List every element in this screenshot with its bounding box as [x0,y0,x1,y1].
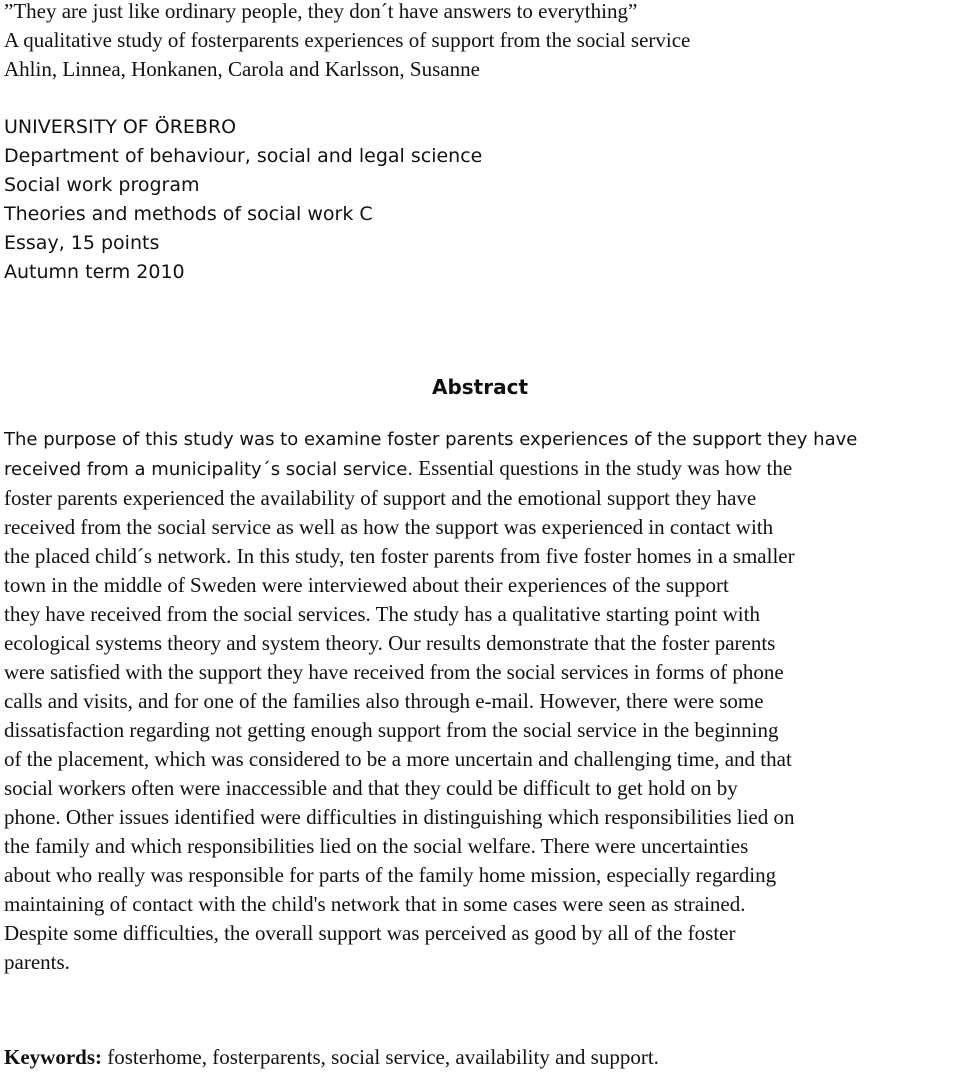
essay-credits: Essay, 15 points [4,232,160,254]
abstract-heading: Abstract [431,375,529,399]
abstract-line: ecological systems theory and system theory. Our results demonstrate that the foster parents [4,631,776,655]
abstract-line: dissatisfaction regarding not getting enough support from the social service in the beginning [4,718,779,742]
abstract-line: The purpose of this study was to examine foster parents experiences of the support they have [4,429,858,450]
abstract-line: the family and which responsibilities lied on the social welfare. There were uncertainties [4,834,749,858]
abstract-body [4,425,955,977]
university-name: UNIVERSITY OF ÖREBRO [4,116,237,138]
abstract-line [4,454,955,484]
institution-block [4,113,954,287]
term: Autumn term 2010 [4,261,185,283]
program-name: Social work program [4,174,200,196]
abstract-line: the placed child´s network. In this study, ten foster parents from five foster homes in a smaller [4,544,795,568]
keywords-label: Keywords: [4,1045,102,1069]
abstract-line: social workers often were inaccessible and that they could be difficult to get hold on by [4,776,738,800]
course-name: Theories and methods of social work C [4,203,373,225]
abstract-line-serif-part: Essential questions in the study was how the [413,456,793,480]
abstract-line: maintaining of contact with the child's network that in some cases were seen as strained. [4,892,746,916]
authors: Ahlin, Linnea, Honkanen, Carola and Karlsson, Susanne [4,57,480,81]
abstract-line: foster parents experienced the availability of support and the emotional support they have [4,486,757,510]
abstract-line-sans-part: received from a municipality´s social service. [4,459,414,480]
abstract-line: they have received from the social services. The study has a qualitative starting point with [4,602,760,626]
abstract-line: calls and visits, and for one of the families also through e-mail. However, there were some [4,689,764,713]
abstract-line: of the placement, which was considered to be a more uncertain and challenging time, and that [4,747,792,771]
abstract-line: received from the social service as well as how the support was experienced in contact with [4,515,774,539]
title-line-1: ”They are just like ordinary people, they don´t have answers to everything” [4,0,638,23]
abstract-line: about who really was responsible for parts of the family home mission, especially regarding [4,863,777,887]
title-block [4,0,954,84]
abstract-line: Despite some difficulties, the overall support was perceived as good by all of the foster [4,921,736,945]
keywords [4,1043,954,1072]
abstract-line: town in the middle of Sweden were interviewed about their experiences of the support [4,573,729,597]
abstract-line: parents. [4,950,70,974]
department-name: Department of behaviour, social and legal science [4,145,483,167]
title-line-2: A qualitative study of fosterparents experiences of support from the social service [4,28,691,52]
abstract-line: were satisfied with the support they have received from the social services in forms of phone [4,660,784,684]
keywords-text: fosterhome, fosterparents, social service, availability and support. [102,1045,659,1069]
abstract-line: phone. Other issues identified were difficulties in distinguishing which responsibilities lied on [4,805,795,829]
